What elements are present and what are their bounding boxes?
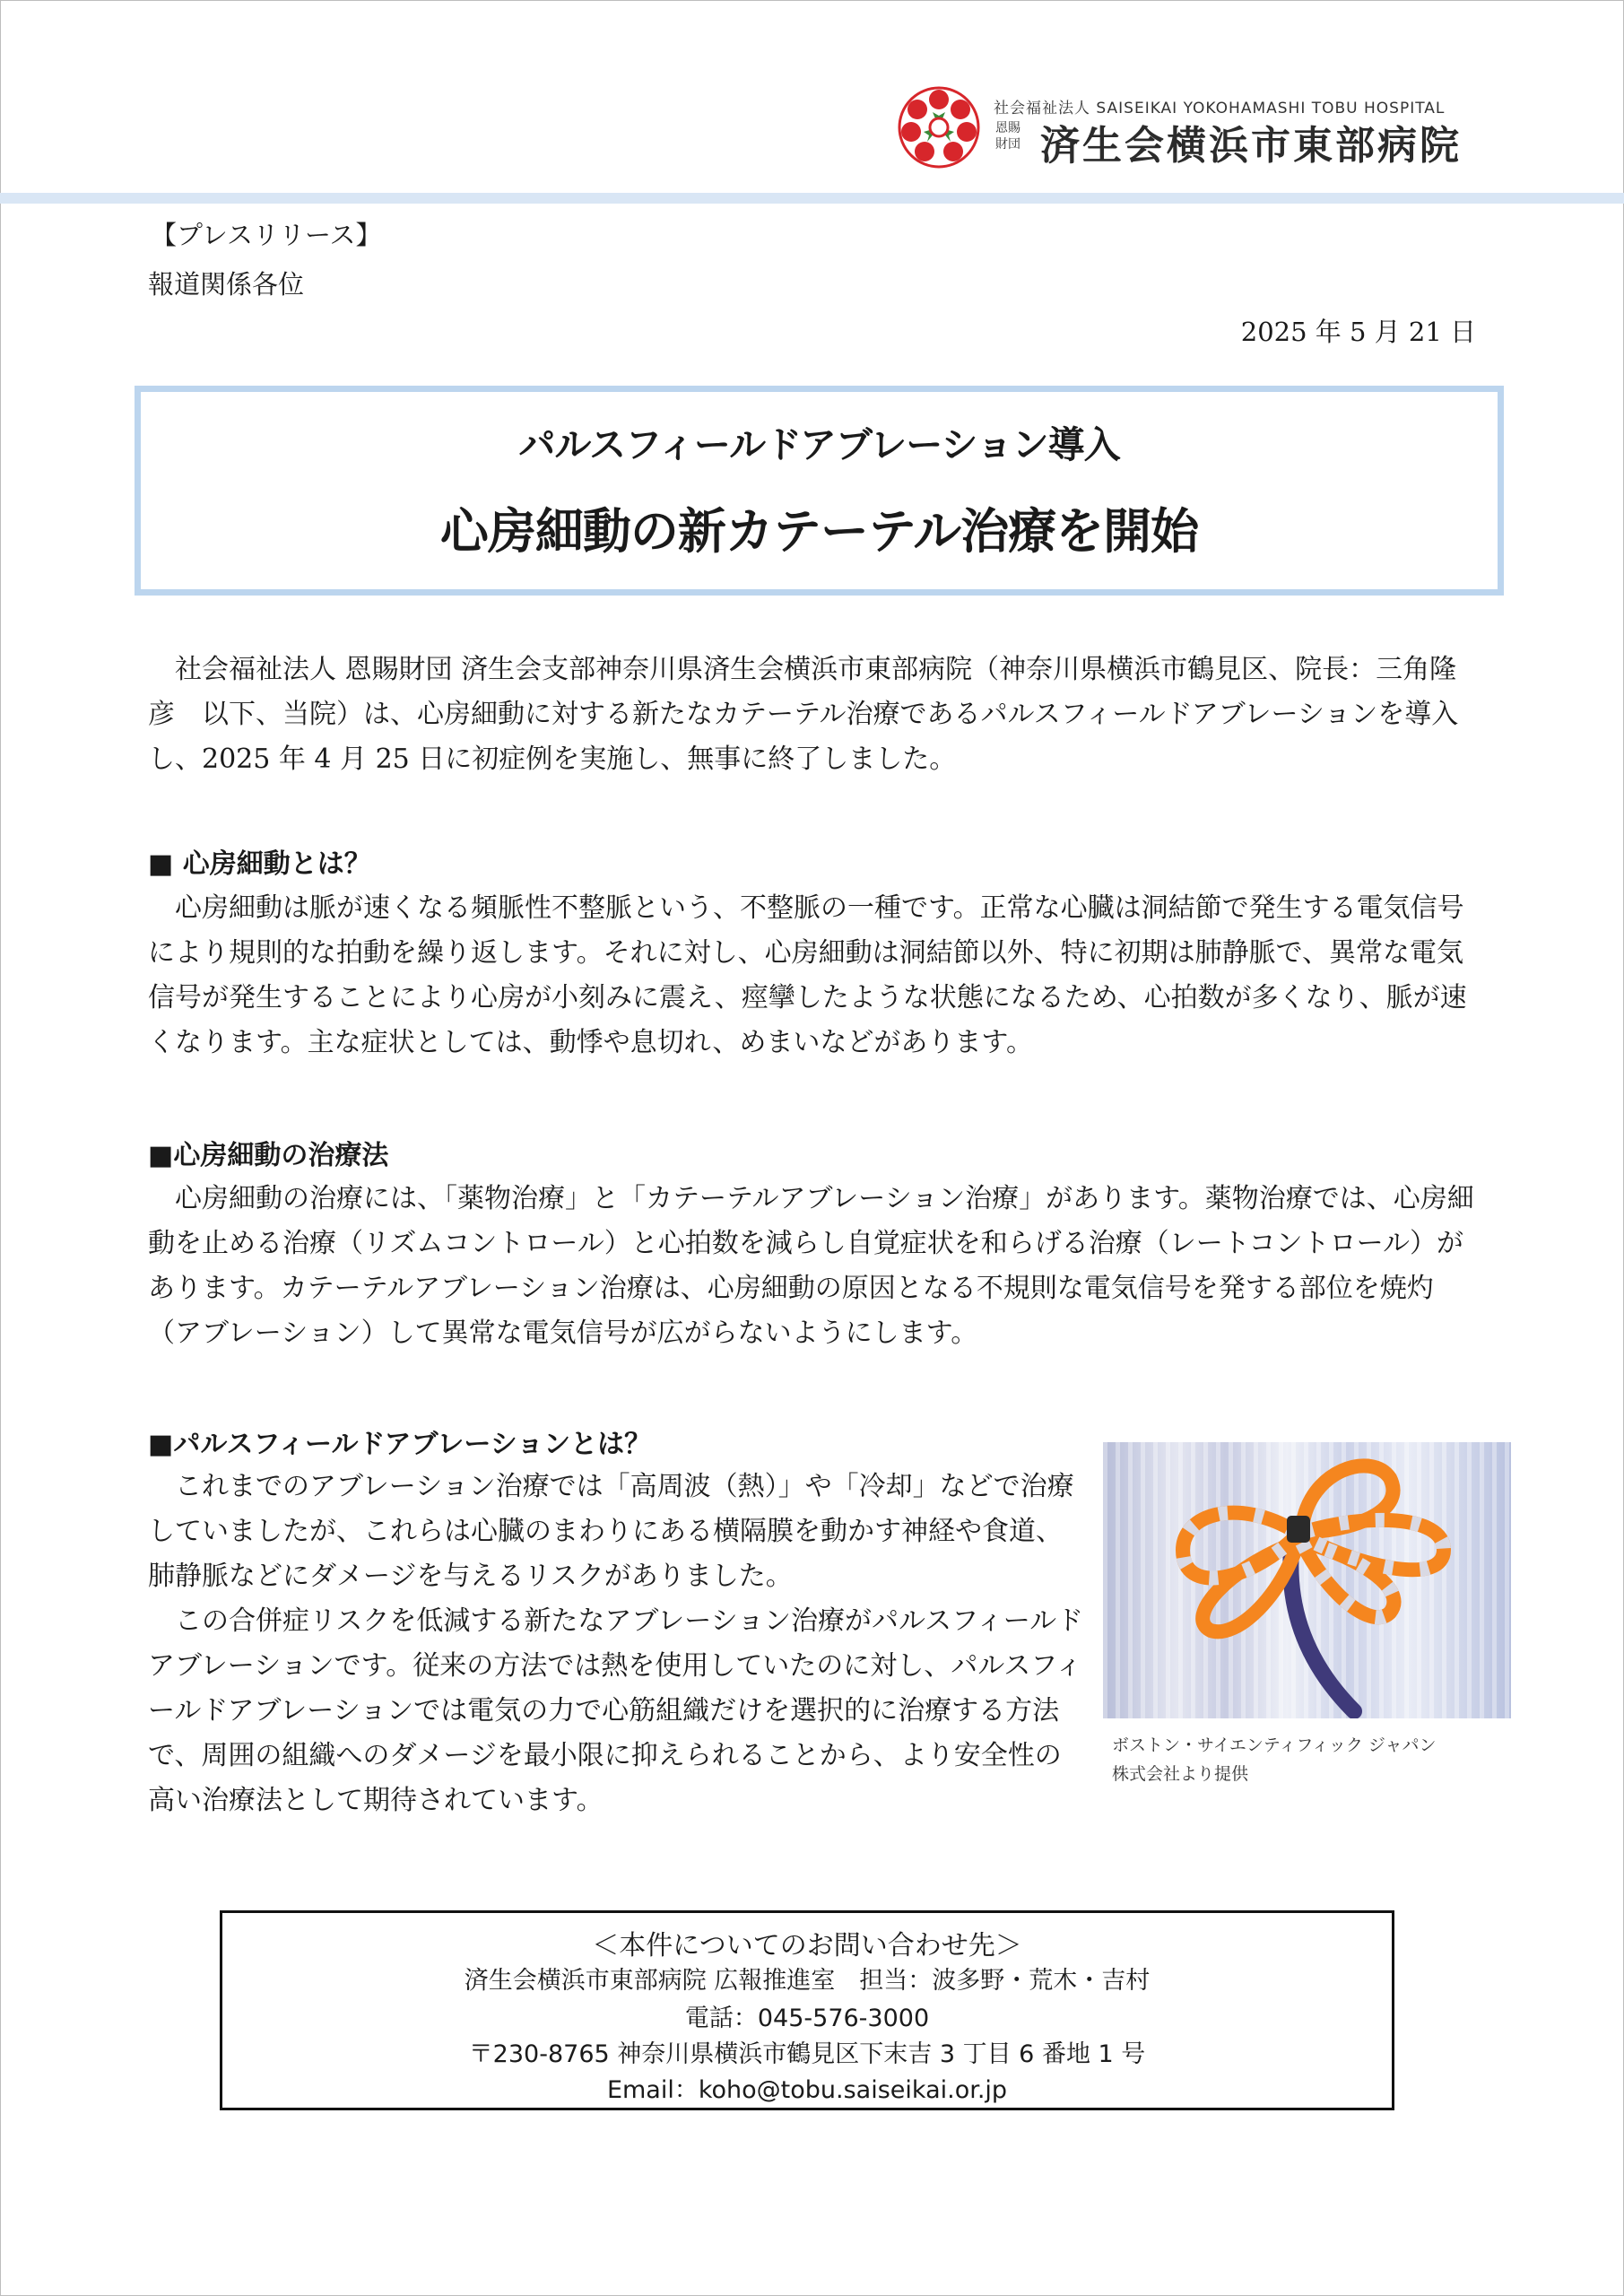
org-prefix: 社会福祉法人 <box>994 100 1090 117</box>
photo-caption-line-2: 株式会社より提供 <box>1112 1764 1249 1784</box>
photo-caption-line-1: ボストン・サイエンティフィック ジャパン <box>1112 1735 1437 1755</box>
section-heading-pfa: ■パルスフィールドアブレーションとは？ <box>148 1429 652 1460</box>
contact-heading: ＜本件についてのお問い合わせ先＞ <box>592 1930 1022 1961</box>
section-paragraph-treatment: 心房細動の治療には、「薬物治療」と「カテーテルアブレーション治療」があります。薬物治療では、心房細動を止める治療（リズムコントロール）と心拍数を減らし自覚症状を和らげる治療（レートコントロール）があります。カテーテルアブレーション治療は、心房細動の原因となる不規則な電気信号を発する部位を焼灼（アブレーション）して異常な電気信号が広がらないようにします。 <box>148 1183 1474 1349</box>
contact-email: Email：koho@tobu.saiseikai.or.jp <box>606 2076 1008 2104</box>
header-band <box>0 193 1624 204</box>
section-paragraph-pfa-1: これまでのアブレーション治療では「高周波（熱）」や「冷却」などで治療していましたが、これらは心臓のまわりにある横隔膜を動かす神経や食道、肺静脈などにダメージを与えるリスクがありました。 <box>148 1471 1074 1592</box>
contact-phone: 電話：045-576-3000 <box>684 2005 930 2032</box>
photo-caption <box>1112 1731 1507 1788</box>
pfa-catheter-photo <box>1103 1442 1511 1718</box>
hospital-logo-icon <box>897 85 981 170</box>
intro-paragraph: 社会福祉法人 恩賜財団 済生会支部神奈川県済生会横浜市東部病院（神奈川県横浜市鶴見区、院長：三角隆彦 以下、当院）は、心房細動に対する新たなカテーテル治療であるパルスフィールドアブレーションを導入し、2025 年 4 月 25 日に初症例を実施し、無事に終了しました。 <box>148 654 1459 775</box>
foundation-label: 恩賜財団 <box>995 121 1020 152</box>
section-paragraph-af: 心房細動は脈が速くなる頻脈性不整脈という、不整脈の一種です。正常な心臓は洞結節で発生する電気信号により規則的な拍動を繰り返します。それに対し、心房細動は洞結節以外、特に初期は肺静脈で、異常な電気信号が発生することにより心房が小刻みに震え、痙攣したような状態になるため、心拍数が多くなり、脈が速くなります。主な症状としては、動悸や息切れ、めまいなどがあります。 <box>148 892 1467 1058</box>
section-paragraph-pfa-2: この合併症リスクを低減する新たなアブレーション治療がパルスフィールドアブレーションです。従来の方法では熱を使用していたのに対し、パルスフィールドアブレーションでは電気の力で心筋組織だけを選択的に治療する方法で、周囲の組織へのダメージを最小限に抑えられることから、より安全性の高い治療法として期待されています。 <box>148 1605 1084 1816</box>
press-release-label: 【プレスリリース】 <box>151 220 382 250</box>
section-heading-treatment: ■心房細動の治療法 <box>148 1140 389 1171</box>
hospital-name: 済生会横浜市東部病院 <box>1040 123 1462 169</box>
addressee: 報道関係各位 <box>148 269 305 300</box>
org-name-en-text: SAISEIKAI YOKOHAMASHI TOBU HOSPITAL <box>1096 100 1446 117</box>
main-title: 心房細動の新カテーテル治療を開始 <box>439 503 1199 560</box>
release-date: 2025 年 5 月 21 日 <box>1240 317 1476 347</box>
subtitle: パルスフィールドアブレーション導入 <box>518 423 1120 466</box>
section-heading-af: ■ 心房細動とは？ <box>148 848 371 880</box>
contact-department: 済生会横浜市東部病院 広報推進室 担当：波多野・荒木・吉村 <box>464 1967 1151 1995</box>
contact-address: 〒230-8765 神奈川県横浜市鶴見区下末吉 3 丁目 6 番地 1 号 <box>468 2040 1146 2068</box>
